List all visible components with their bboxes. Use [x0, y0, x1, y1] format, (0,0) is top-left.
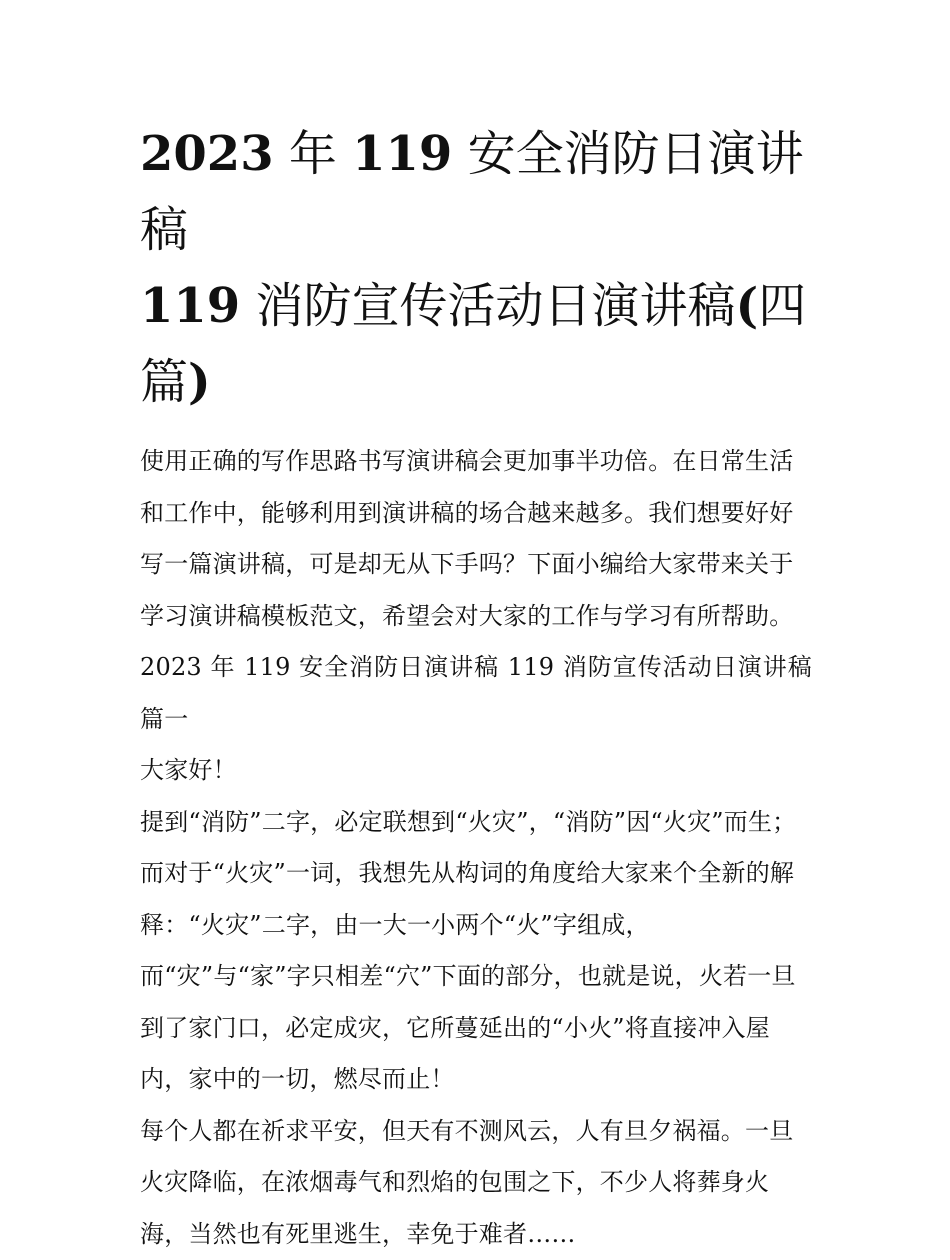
paragraph — [140, 797, 812, 952]
paragraph — [140, 1106, 812, 1260]
title-segment: ( — [735, 278, 758, 334]
title-segment: 安全消防日演讲稿 — [140, 126, 804, 258]
paragraph-line: 而“灾”与“家”字只相差“穴”下面的部分，也就是说，火若一旦 — [140, 951, 812, 1003]
document-title — [140, 116, 812, 420]
paragraph — [140, 951, 812, 1106]
paragraph-line: 写一篇演讲稿，可是却无从下手吗？下面小编给大家带来关于 — [140, 539, 812, 591]
paragraph-line: 提到“消防”二字，必定联想到“火灾”，“消防”因“火灾”而生； — [140, 797, 812, 849]
paragraph-line: 释：“火灾”二字，由一大一小两个“火”字组成， — [140, 900, 812, 952]
title-segment: ) — [188, 354, 211, 410]
paragraph-line: 每个人都在祈求平安，但天有不测风云，人有旦夕祸福。一旦 — [140, 1106, 812, 1158]
title-segment: 119 — [352, 126, 452, 182]
paragraph-line: 而对于“火灾”一词，我想先从构词的角度给大家来个全新的解 — [140, 848, 812, 900]
title-segment: 消防宣传活动日演讲稿 — [240, 278, 735, 334]
title-segment: 篇 — [140, 354, 188, 410]
title-segment: 四 — [758, 278, 806, 334]
title-segment: 119 — [140, 278, 240, 334]
paragraph-line: 内，家中的一切，燃尽而止！ — [140, 1054, 812, 1106]
paragraph-line: 海，当然也有死里逃生，幸免于难者…… — [140, 1209, 812, 1260]
title-line — [140, 268, 812, 344]
paragraph-line: 学习演讲稿模板范文，希望会对大家的工作与学习有所帮助。 — [140, 591, 812, 643]
paragraph-line: 到了家门口，必定成灾，它所蔓延出的“小火”将直接冲入屋 — [140, 1003, 812, 1055]
paragraph — [140, 436, 812, 642]
title-line — [140, 116, 812, 268]
paragraph-line: 火灾降临，在浓烟毒气和烈焰的包围之下，不少人将葬身火 — [140, 1157, 812, 1209]
paragraph-line: 使用正确的写作思路书写演讲稿会更加事半功倍。在日常生活 — [140, 436, 812, 488]
document-body — [140, 436, 812, 1260]
paragraph — [140, 745, 812, 797]
title-line — [140, 344, 812, 420]
title-segment: 2023 — [140, 126, 274, 182]
document-page — [140, 116, 812, 1260]
paragraph-line: 大家好！ — [140, 745, 812, 797]
paragraph — [140, 642, 812, 745]
paragraph-line: 和工作中，能够利用到演讲稿的场合越来越多。我们想要好好 — [140, 488, 812, 540]
title-segment: 年 — [274, 126, 353, 182]
paragraph-line: 2023 年 119 安全消防日演讲稿 119 消防宣传活动日演讲稿篇一 — [140, 642, 812, 745]
